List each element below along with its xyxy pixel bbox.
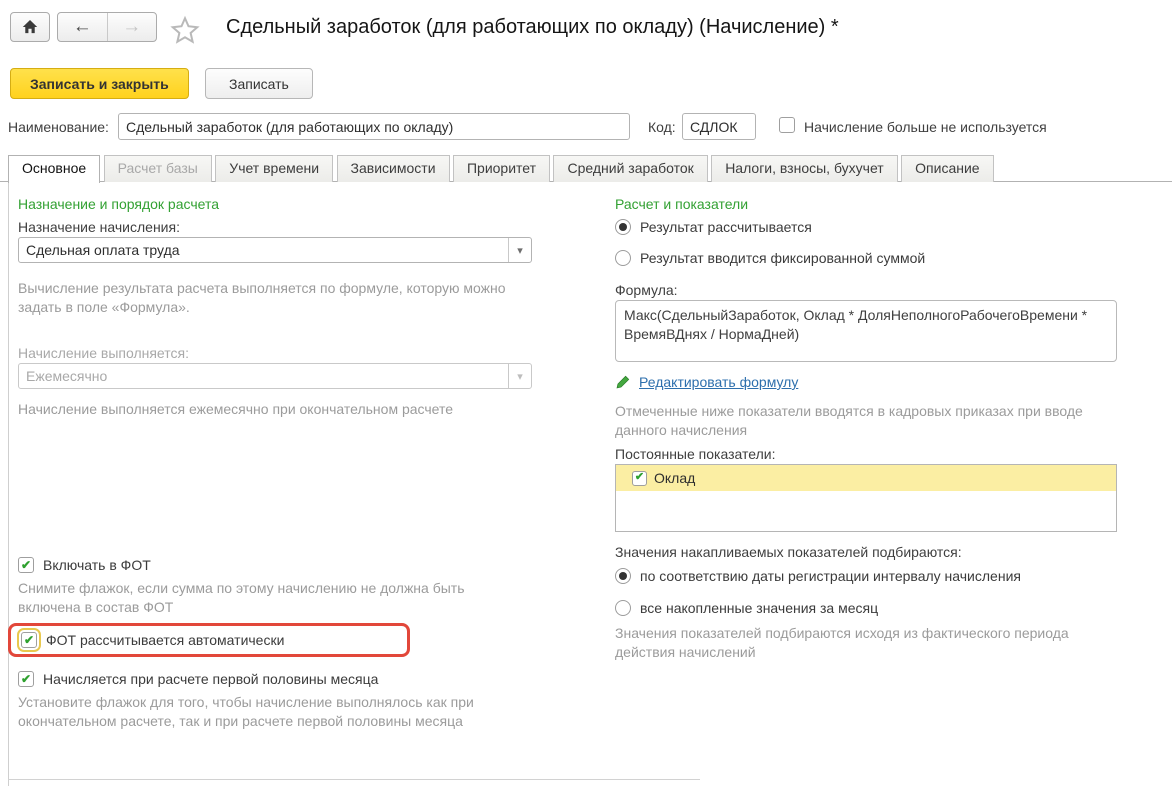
purpose-combobox[interactable] bbox=[18, 237, 532, 263]
constant-indicators-label: Постоянные показатели: bbox=[615, 446, 776, 462]
all-month-label: все накопленные значения за месяц bbox=[640, 600, 879, 616]
code-label: Код: bbox=[648, 119, 676, 135]
by-date-label: по соответствию даты регистрации интервалу начисления bbox=[640, 568, 1021, 584]
tab-panel-border bbox=[8, 183, 9, 786]
home-icon bbox=[21, 18, 39, 36]
navigation-buttons bbox=[57, 12, 157, 42]
first-half-checkbox-row[interactable] bbox=[18, 671, 532, 687]
star-icon bbox=[170, 15, 200, 45]
tab-time-tracking[interactable]: Учет времени bbox=[215, 155, 333, 182]
purpose-section bbox=[18, 183, 532, 731]
save-and-close-button[interactable]: Записать и закрыть bbox=[10, 68, 189, 99]
performed-hint: Начисление выполняется ежемесячно при окончательном расчете bbox=[18, 401, 454, 417]
first-half-label: Начисляется при расчете первой половины месяца bbox=[43, 671, 379, 687]
forward-button[interactable] bbox=[107, 13, 157, 41]
constant-indicators-list[interactable] bbox=[615, 464, 1117, 532]
include-fot-label: Включать в ФОТ bbox=[43, 557, 151, 573]
oklad-checkbox[interactable] bbox=[632, 471, 647, 486]
indicators-hint: Отмеченные ниже показатели вводятся в кадровых приказах при вводе данного начисления bbox=[615, 403, 1083, 438]
back-arrow-icon: ← bbox=[72, 16, 92, 37]
by-date-radio-row[interactable] bbox=[615, 568, 1117, 584]
include-fot-checkbox[interactable] bbox=[18, 557, 34, 573]
check-icon: ✔ bbox=[20, 671, 32, 686]
favorite-star-button[interactable] bbox=[170, 15, 200, 45]
save-button[interactable]: Записать bbox=[205, 68, 313, 99]
purpose-label: Назначение начисления: bbox=[18, 219, 180, 235]
performed-value: Ежемесячно bbox=[26, 368, 108, 384]
pencil-icon bbox=[615, 375, 630, 390]
tab-bar bbox=[0, 155, 1172, 182]
accumulated-label: Значения накапливаемых показателей подбираются: bbox=[615, 544, 962, 560]
performed-label: Начисление выполняется: bbox=[18, 345, 189, 361]
tab-dependencies[interactable]: Зависимости bbox=[337, 155, 450, 182]
oklad-label: Оклад bbox=[654, 470, 696, 486]
first-half-hint: Установите флажок для того, чтобы начисление выполнялось как при окончательном расчете, так и при расчете первой половины месяца bbox=[18, 694, 474, 729]
check-icon: ✔ bbox=[634, 471, 645, 483]
result-fixed-radio[interactable] bbox=[615, 250, 631, 266]
include-fot-checkbox-row[interactable] bbox=[18, 557, 532, 573]
list-item-oklad[interactable] bbox=[616, 465, 1116, 491]
name-label: Наименование: bbox=[8, 119, 109, 135]
all-month-radio[interactable] bbox=[615, 600, 631, 616]
chevron-down-icon: ▾ bbox=[517, 244, 523, 257]
edit-formula-link[interactable]: Редактировать формулу bbox=[639, 374, 799, 390]
purpose-hint: Вычисление результата расчета выполняется по формуле, которую можно задать в поле «Формула». bbox=[18, 280, 506, 315]
fot-auto-checkbox[interactable] bbox=[21, 632, 37, 648]
result-fixed-radio-row[interactable] bbox=[615, 250, 1117, 266]
calculation-section bbox=[615, 183, 1117, 662]
accumulated-hint: Значения показателей подбираются исходя из фактического периода действия начислений bbox=[615, 625, 1069, 660]
dropdown-button[interactable] bbox=[508, 238, 531, 262]
tab-taxes[interactable]: Налоги, взносы, бухучет bbox=[711, 155, 898, 182]
purpose-value: Сдельная оплата труда bbox=[26, 242, 180, 258]
tab-base-calc: Расчет базы bbox=[104, 155, 212, 182]
all-month-radio-row[interactable] bbox=[615, 600, 1117, 616]
page-title: Сдельный заработок (для работающих по окладу) (Начисление) * bbox=[226, 16, 839, 38]
edit-formula-row bbox=[615, 374, 1117, 390]
tab-average-earnings[interactable]: Средний заработок bbox=[553, 155, 707, 182]
bottom-separator bbox=[8, 779, 700, 780]
result-calculated-radio-row[interactable] bbox=[615, 219, 1117, 235]
code-input[interactable]: СДЛОК bbox=[682, 113, 756, 140]
name-input[interactable]: Сдельный заработок (для работающих по окладу) bbox=[118, 113, 630, 140]
red-annotation-box bbox=[8, 623, 410, 657]
section-title-purpose: Назначение и порядок расчета bbox=[18, 196, 220, 212]
formula-label: Формула: bbox=[615, 282, 678, 298]
by-date-radio[interactable] bbox=[615, 568, 631, 584]
back-button[interactable] bbox=[58, 13, 107, 41]
chevron-down-icon: ▾ bbox=[508, 364, 531, 388]
tab-priority[interactable]: Приоритет bbox=[453, 155, 550, 182]
tab-main[interactable]: Основное bbox=[8, 155, 100, 183]
not-used-checkbox[interactable] bbox=[779, 117, 795, 133]
first-half-checkbox[interactable] bbox=[18, 671, 34, 687]
result-calculated-radio[interactable] bbox=[615, 219, 631, 235]
performed-combobox bbox=[18, 363, 532, 389]
result-fixed-label: Результат вводится фиксированной суммой bbox=[640, 250, 926, 266]
result-calculated-label: Результат рассчитывается bbox=[640, 219, 812, 235]
formula-input[interactable]: Макс(СдельныйЗаработок, Оклад * ДоляНеполногоРабочегоВремени * ВремяВДнях / НормаДней) bbox=[615, 300, 1117, 362]
home-button[interactable] bbox=[10, 12, 50, 42]
not-used-label: Начисление больше не используется bbox=[804, 119, 1047, 135]
fot-auto-label: ФОТ рассчитывается автоматически bbox=[46, 632, 285, 648]
tab-description[interactable]: Описание bbox=[901, 155, 993, 182]
include-fot-hint: Снимите флажок, если сумма по этому начислению не должна быть включена в состав ФОТ bbox=[18, 580, 465, 615]
fot-auto-checkbox-row[interactable] bbox=[21, 632, 397, 648]
section-title-calculation: Расчет и показатели bbox=[615, 196, 749, 212]
check-icon: ✔ bbox=[20, 557, 32, 572]
check-icon: ✔ bbox=[23, 632, 35, 647]
forward-arrow-icon: → bbox=[122, 16, 142, 37]
